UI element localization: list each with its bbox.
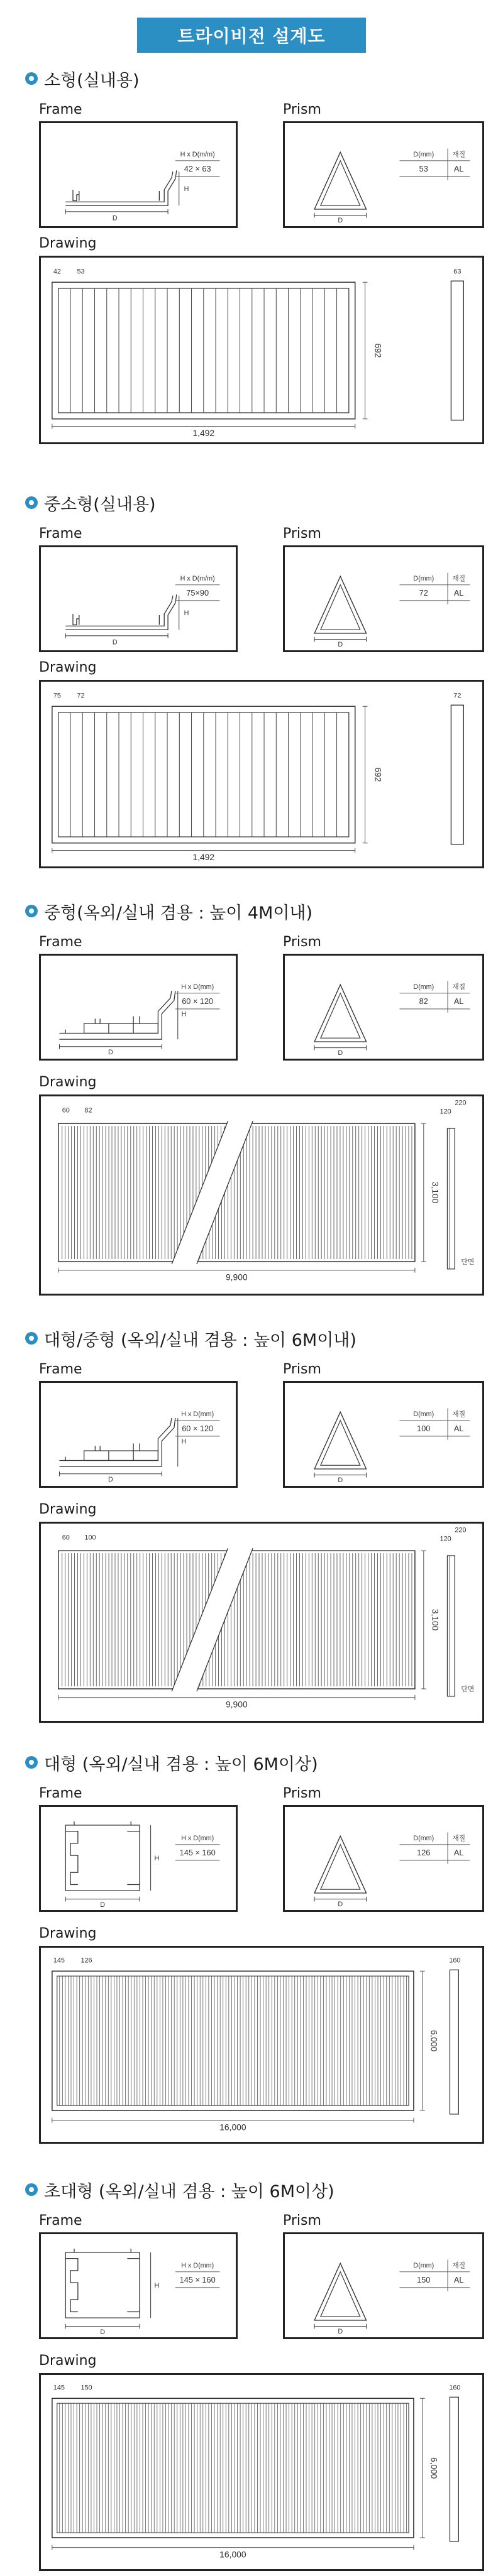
frame-hd-value: 42 × 63 xyxy=(184,165,211,174)
drawing-label: Drawing xyxy=(39,1502,97,1517)
prism-label: Prism xyxy=(283,934,321,950)
drawing-label: Drawing xyxy=(39,660,97,675)
drawing-diagram xyxy=(39,1094,484,1296)
drawing-dim-2: 150 xyxy=(80,2384,92,2392)
drawing-dim-2: 126 xyxy=(80,1957,92,1965)
frame-diagram xyxy=(39,545,238,652)
frame-hd-header: H x D(mm) xyxy=(181,2262,214,2270)
bullet-icon xyxy=(25,1332,38,1345)
frame-h-mark: H xyxy=(154,1854,160,1862)
prism-diagram xyxy=(283,954,484,1061)
drawing-diagram xyxy=(39,1946,484,2144)
prism-material-header: 재질 xyxy=(452,1835,466,1843)
bullet-icon xyxy=(25,2183,38,2196)
drawing-label: Drawing xyxy=(39,1926,97,1941)
prism-d-mark: D xyxy=(338,1476,343,1485)
drawing-side-dim: 160 xyxy=(449,2384,461,2392)
frame-d-mark: D xyxy=(100,2328,105,2337)
frame-diagram xyxy=(39,2232,238,2339)
frame-cross-section xyxy=(41,956,236,1059)
prism-d-header: D(mm) xyxy=(413,1835,434,1843)
prism-label: Prism xyxy=(283,2213,321,2229)
drawing-label: Drawing xyxy=(39,1074,97,1090)
drawing-side-note: 단면 xyxy=(461,1258,475,1266)
drawing-side-dim: 160 xyxy=(449,1957,461,1965)
frame-h-mark: H xyxy=(184,185,189,194)
prism-d-mark: D xyxy=(338,217,343,225)
drawing-diagram xyxy=(39,2373,484,2571)
frame-label: Frame xyxy=(39,102,82,117)
prism-d-header: D(mm) xyxy=(413,151,434,159)
frame-cross-section xyxy=(41,2234,236,2337)
section-title-text: 중소형(실내용) xyxy=(44,494,156,515)
drawing-width: 16,000 xyxy=(219,2122,246,2132)
drawing-dim-2: 53 xyxy=(77,268,85,276)
drawing-height: 6,000 xyxy=(429,2029,439,2052)
prism-material-value: AL xyxy=(453,1848,464,1858)
drawing-side-dim-top: 220 xyxy=(455,1099,467,1107)
frame-h-mark: H xyxy=(181,1010,187,1018)
prism-d-header: D(mm) xyxy=(413,575,434,583)
section-2 xyxy=(0,490,503,905)
drawing-dim-2: 100 xyxy=(84,1534,96,1542)
drawing-label: Drawing xyxy=(39,2353,97,2369)
frame-hd-header: H x D(mm) xyxy=(181,983,214,991)
frame-hd-value: 145 × 160 xyxy=(179,1848,216,1858)
drawing-side-dim: 120 xyxy=(439,1108,451,1116)
frame-d-mark: D xyxy=(112,638,118,647)
drawing-dim-2: 82 xyxy=(84,1106,92,1115)
prism-triangle xyxy=(285,2234,482,2337)
prism-material-value: AL xyxy=(453,165,464,174)
frame-label: Frame xyxy=(39,526,82,542)
prism-d-header: D(mm) xyxy=(413,2262,434,2270)
drawing-width: 1,492 xyxy=(192,428,215,439)
drawing-width: 9,900 xyxy=(225,1272,248,1282)
drawing-dim-1: 145 xyxy=(53,2384,65,2392)
prism-d-value: 53 xyxy=(419,165,428,174)
prism-d-header: D(mm) xyxy=(413,1411,434,1419)
drawing-side-dim-top: 220 xyxy=(455,1526,467,1534)
prism-d-header: D(mm) xyxy=(413,983,434,991)
prism-material-value: AL xyxy=(453,589,464,598)
drawing-dim-2: 72 xyxy=(77,692,85,700)
prism-material-header: 재질 xyxy=(452,983,466,991)
frame-cross-section xyxy=(41,1383,236,1486)
drawing-side-dim: 63 xyxy=(453,268,462,276)
bullet-icon xyxy=(25,496,38,509)
frame-label: Frame xyxy=(39,1786,82,1801)
bullet-icon xyxy=(25,905,38,917)
prism-material-header: 재질 xyxy=(452,575,466,583)
elevation-drawing xyxy=(41,1948,482,2142)
drawing-width: 9,900 xyxy=(225,1700,248,1710)
prism-diagram xyxy=(283,121,484,228)
section-title-text: 대형 (옥외/실내 겸용 : 높이 6M이상) xyxy=(44,1754,318,1774)
frame-cross-section xyxy=(41,123,236,226)
prism-label: Prism xyxy=(283,1362,321,1377)
elevation-drawing xyxy=(41,258,482,442)
frame-hd-header: H x D(mm) xyxy=(181,1411,214,1419)
prism-d-value: 150 xyxy=(417,2276,431,2285)
frame-d-mark: D xyxy=(100,1901,105,1909)
drawing-side-note: 단면 xyxy=(461,1685,475,1693)
frame-diagram xyxy=(39,1805,238,1912)
prism-triangle xyxy=(285,956,482,1059)
prism-d-value: 72 xyxy=(419,589,428,598)
frame-cross-section xyxy=(41,1807,236,1910)
drawing-diagram xyxy=(39,1522,484,1723)
bullet-icon xyxy=(25,1756,38,1769)
frame-hd-value: 145 × 160 xyxy=(179,2276,216,2285)
drawing-side-dim: 120 xyxy=(439,1535,451,1543)
prism-triangle xyxy=(285,1807,482,1910)
frame-label: Frame xyxy=(39,934,82,950)
section-title xyxy=(25,1326,357,1351)
section-5 xyxy=(0,1750,503,2164)
prism-material-header: 재질 xyxy=(452,2262,466,2270)
prism-diagram xyxy=(283,1805,484,1912)
frame-hd-header: H x D(m/m) xyxy=(180,575,215,583)
section-title xyxy=(25,490,156,515)
prism-material-value: AL xyxy=(453,997,464,1007)
prism-material-header: 재질 xyxy=(452,1411,466,1419)
prism-label: Prism xyxy=(283,1786,321,1801)
prism-triangle xyxy=(285,1383,482,1486)
prism-diagram xyxy=(283,2232,484,2339)
section-title-text: 중형(옥외/실내 겸용 : 높이 4M이내) xyxy=(44,903,313,923)
drawing-label: Drawing xyxy=(39,236,97,251)
drawing-dim-1: 60 xyxy=(62,1534,70,1542)
drawing-side-dim: 72 xyxy=(453,692,462,700)
drawing-height: 3,100 xyxy=(430,1181,440,1204)
elevation-drawing xyxy=(41,1096,482,1294)
section-title xyxy=(25,898,312,924)
section-title xyxy=(25,2177,334,2202)
frame-h-mark: H xyxy=(154,2281,160,2289)
drawing-dim-1: 60 xyxy=(62,1106,70,1115)
prism-diagram xyxy=(283,545,484,652)
section-1 xyxy=(0,66,503,481)
drawing-diagram xyxy=(39,680,484,868)
drawing-width: 16,000 xyxy=(219,2550,246,2560)
frame-hd-header: H x D(m/m) xyxy=(180,151,215,159)
section-title xyxy=(25,1750,318,1775)
section-6 xyxy=(0,2177,503,2576)
page-title: 트라이비전 설계도 xyxy=(177,26,326,46)
section-4 xyxy=(0,1326,503,1740)
section-title-text: 소형(실내용) xyxy=(44,70,140,90)
prism-label: Prism xyxy=(283,102,321,117)
elevation-drawing xyxy=(41,1524,482,1721)
section-3 xyxy=(0,898,503,1313)
frame-d-mark: D xyxy=(108,1049,113,1057)
frame-diagram xyxy=(39,954,238,1061)
elevation-drawing xyxy=(41,682,482,866)
frame-label: Frame xyxy=(39,2213,82,2229)
prism-d-value: 82 xyxy=(419,997,428,1007)
frame-label: Frame xyxy=(39,1362,82,1377)
frame-h-mark: H xyxy=(181,1438,187,1446)
drawing-diagram xyxy=(39,256,484,444)
frame-hd-header: H x D(mm) xyxy=(181,1835,214,1843)
frame-h-mark: H xyxy=(184,609,189,618)
drawing-height: 692 xyxy=(373,767,383,782)
frame-cross-section xyxy=(41,547,236,650)
frame-hd-value: 60 × 120 xyxy=(182,997,214,1007)
drawing-dim-1: 145 xyxy=(53,1957,65,1965)
frame-hd-value: 75×90 xyxy=(186,589,209,598)
frame-hd-value: 60 × 120 xyxy=(182,1424,214,1434)
prism-label: Prism xyxy=(283,526,321,542)
drawing-dim-1: 75 xyxy=(53,692,61,700)
prism-d-value: 100 xyxy=(417,1424,431,1434)
prism-triangle xyxy=(285,547,482,650)
frame-diagram xyxy=(39,121,238,228)
prism-d-mark: D xyxy=(338,641,343,649)
prism-diagram xyxy=(283,1381,484,1488)
section-title-text: 대형/중형 (옥외/실내 겸용 : 높이 6M이내) xyxy=(44,1330,357,1350)
prism-d-value: 126 xyxy=(417,1848,431,1858)
prism-d-mark: D xyxy=(338,1049,343,1057)
drawing-height: 3,100 xyxy=(430,1608,440,1631)
prism-triangle xyxy=(285,123,482,226)
frame-d-mark: D xyxy=(112,214,118,222)
frame-d-mark: D xyxy=(108,1476,113,1484)
drawing-height: 6,000 xyxy=(429,2457,439,2479)
drawing-dim-1: 42 xyxy=(53,268,61,276)
section-title xyxy=(25,66,139,91)
frame-diagram xyxy=(39,1381,238,1488)
section-title-text: 초대형 (옥외/실내 겸용 : 높이 6M이상) xyxy=(44,2181,334,2202)
elevation-drawing xyxy=(41,2375,482,2569)
drawing-height: 692 xyxy=(373,343,383,358)
prism-d-mark: D xyxy=(338,2328,343,2336)
prism-material-header: 재질 xyxy=(452,151,466,159)
prism-d-mark: D xyxy=(338,1901,343,1909)
prism-material-value: AL xyxy=(453,1424,464,1434)
bullet-icon xyxy=(25,72,38,85)
page-title-banner xyxy=(137,18,366,53)
drawing-width: 1,492 xyxy=(192,853,215,863)
prism-material-value: AL xyxy=(453,2276,464,2285)
